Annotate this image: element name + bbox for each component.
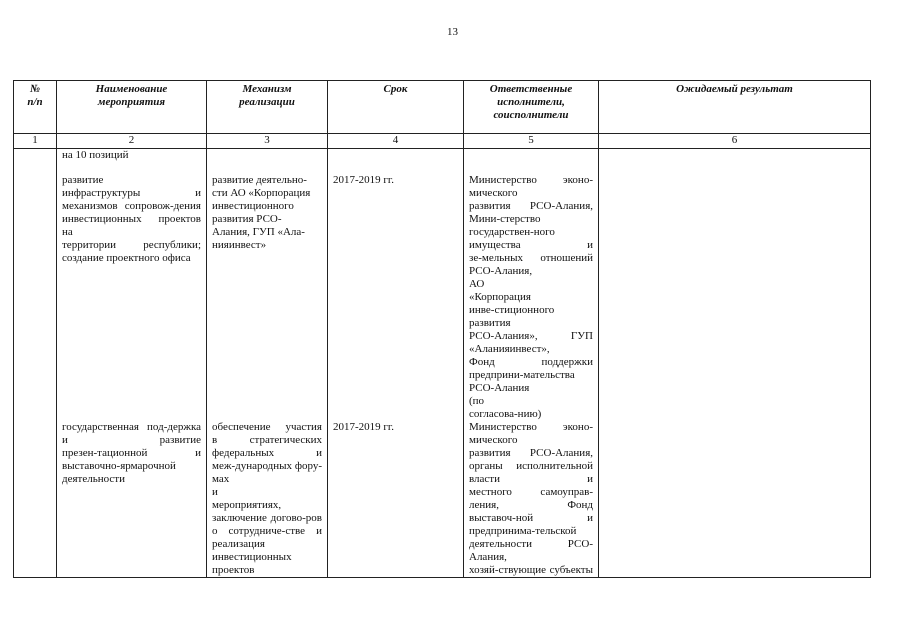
column-numbers-row	[14, 134, 871, 149]
column-number: 4	[328, 134, 464, 149]
text-line: мероприятиях, заключение догово-ров	[212, 499, 322, 524]
expected-result	[599, 174, 871, 421]
header-result: Ожидаемый результат	[599, 81, 871, 134]
text-line: АО	[469, 278, 485, 290]
measure-name	[57, 174, 207, 421]
text-line: «Корпорация	[469, 291, 531, 303]
table-row	[14, 421, 871, 578]
measure-name	[57, 421, 207, 578]
text-line: на	[62, 226, 73, 238]
responsible	[464, 149, 599, 175]
text-line: выставочно-ярмарочной деятельности	[62, 460, 176, 485]
expected-result	[599, 421, 871, 578]
text-line: механизмов сопровож-дения	[62, 200, 201, 212]
row-number	[14, 421, 57, 578]
text-line: и	[212, 486, 218, 498]
page-number: 13	[447, 26, 458, 38]
row-number	[14, 174, 57, 421]
text-line: предпринима-тельской деятельности РСО-Алания,	[469, 525, 593, 563]
text-line: инвестиционных проектов	[62, 213, 201, 225]
measures-table	[13, 80, 871, 578]
column-number: 3	[207, 134, 328, 149]
responsible	[464, 421, 599, 578]
text-line: согласова-нию)	[469, 408, 542, 420]
text-line: местного самоуправ-ления, Фонд	[469, 486, 593, 511]
text-line: презен-тационной и	[62, 447, 201, 459]
text-line: РСО-Алания», ГУП	[469, 330, 593, 342]
column-number: 2	[57, 134, 207, 149]
text-line: РСО-Алания	[469, 382, 530, 394]
text-line: власти и	[469, 473, 593, 485]
text-line: Министерство эконо-мического	[469, 174, 593, 199]
measure-name: на 10 позиций	[57, 149, 207, 175]
text-line: Мини-стерство государствен-ного	[469, 213, 555, 238]
header-responsible: Ответственные исполнители, соисполнители	[464, 81, 599, 134]
text-line: (по	[469, 395, 485, 407]
row-number	[14, 149, 57, 175]
text-line: «Аланияинвест»,	[469, 343, 550, 355]
text-line: имущества и	[469, 239, 593, 251]
text-line: Министерство эконо-мического	[469, 421, 593, 446]
expected-result	[599, 149, 871, 175]
text-line: инфраструктуры и	[62, 187, 201, 199]
responsible	[464, 174, 599, 421]
text-line: инве-стиционного развития	[469, 304, 555, 329]
table-header-row	[14, 81, 871, 134]
column-number: 5	[464, 134, 599, 149]
text-line: территории республики; создание проектного офиса	[62, 239, 201, 264]
text-line: и развитие	[62, 434, 201, 446]
text-line: обеспечение участия	[212, 421, 322, 433]
term: 2017-2019 гг.	[328, 421, 464, 578]
term: 2017-2019 гг.	[328, 174, 464, 421]
text-line: о сотрудниче-стве и	[212, 525, 322, 537]
text-line: развития РСО-Алания,	[469, 200, 593, 212]
table-row	[14, 149, 871, 175]
text-line: зе-мельных отношений РСО-Алания,	[469, 252, 593, 277]
column-number: 6	[599, 134, 871, 149]
term	[328, 149, 464, 175]
text-line: в стратегических	[212, 434, 322, 446]
text-line: развития РСО-Алания,	[469, 447, 593, 459]
table-row	[14, 174, 871, 421]
column-number: 1	[14, 134, 57, 149]
header-term: Срок	[328, 81, 464, 134]
text-line: реализация инвестиционных проектов	[212, 538, 292, 576]
mechanism	[207, 149, 328, 175]
header-name: Наименование мероприятия	[57, 81, 207, 134]
header-mechanism: Механизм реализации	[207, 81, 328, 134]
mechanism	[207, 421, 328, 578]
text-line: меж-дународных фору-мах	[212, 460, 322, 485]
text-line: Фонд поддержки предприни-мательства	[469, 356, 593, 381]
text-line: федеральных и	[212, 447, 322, 459]
text-line: хозяй-ствующие субъекты	[469, 564, 593, 576]
text-line: развитие	[62, 174, 104, 186]
text-line: государственная под-держка	[62, 421, 201, 433]
text-line: выставоч-ной и	[469, 512, 593, 524]
header-number: № п/п	[14, 81, 57, 134]
mechanism: развитие деятельно- сти АО «Корпорация инвестиционного развития РСО- Алания, ГУП «Ала- нияинвест»	[207, 174, 328, 421]
text-line: органы исполнительной	[469, 460, 593, 472]
